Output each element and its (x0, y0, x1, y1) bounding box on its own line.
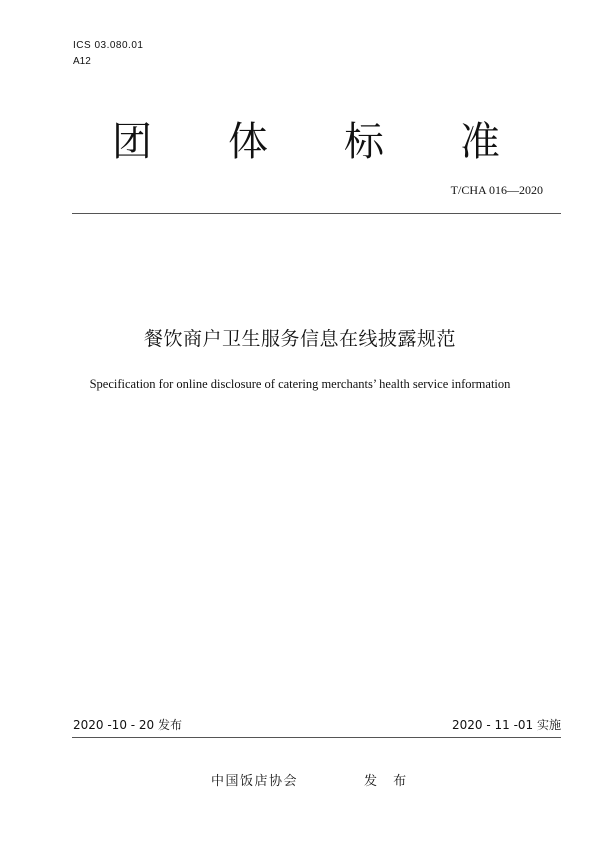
standard-number: T/CHA 016—2020 (450, 183, 543, 197)
ccs-code: A12 (73, 56, 91, 67)
document-title-english: Specification for online disclosure of catering merchants’ health service information (89, 377, 511, 391)
standard-type-char: 准 (460, 119, 500, 165)
implementation-date: 2020 - 11 -01 实施 (452, 718, 561, 732)
document-title-chinese: 餐饮商户卫生服务信息在线披露规范 (143, 328, 456, 350)
header-divider (72, 213, 561, 214)
issue-date: 2020 -10 - 20 发布 (73, 718, 182, 732)
footer-divider (72, 737, 561, 738)
publisher-name: 中国饭店协会 (211, 774, 299, 789)
standard-type-char: 标 (344, 119, 384, 165)
ics-code: ICS 03.080.01 (73, 40, 144, 51)
standard-type-char: 体 (228, 119, 268, 165)
standard-type-heading (112, 116, 500, 168)
standard-type-char: 团 (112, 119, 152, 165)
publish-label: 发 布 (364, 774, 413, 789)
